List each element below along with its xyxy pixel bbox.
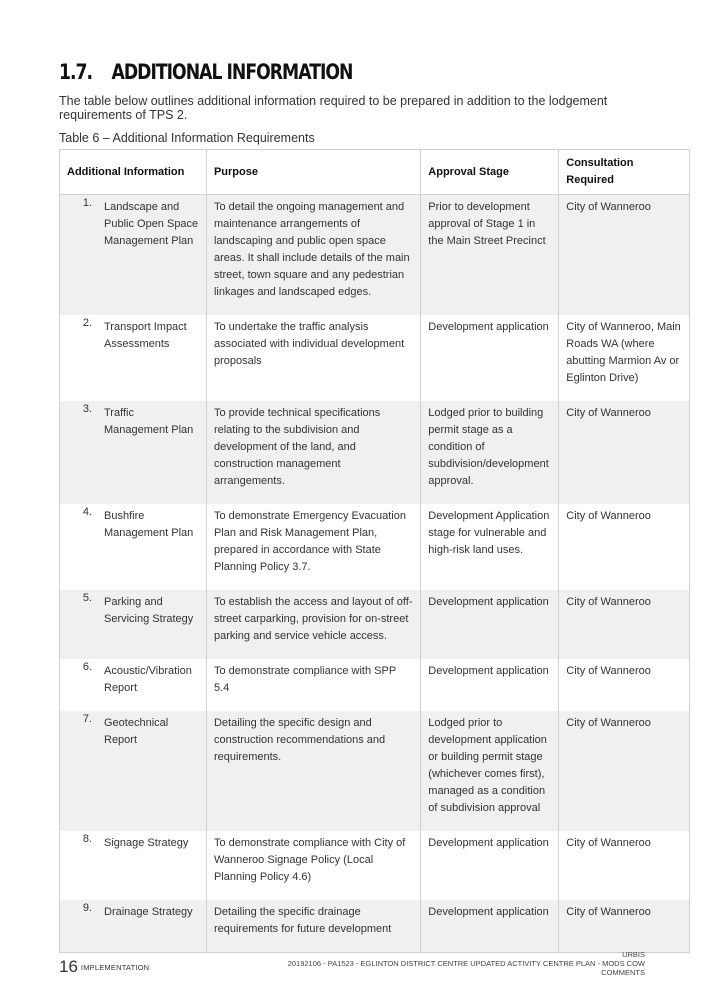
cell-consultation: City of Wanneroo xyxy=(559,711,690,831)
row-index: 4. xyxy=(82,506,92,518)
footer-page-info xyxy=(59,957,149,977)
table-row xyxy=(60,900,690,953)
cell-consultation: City of Wanneroo xyxy=(559,195,690,316)
row-item: Signage Strategy xyxy=(104,837,189,849)
cell-purpose: To demonstrate compliance with City of Wanneroo Signage Policy (Local Planning Policy 4.6) xyxy=(206,831,420,900)
header-purpose: Purpose xyxy=(206,150,420,195)
intro-paragraph: The table below outlines additional information required to be prepared in addition to the lodgement requirements of TPS 2. xyxy=(59,94,608,122)
row-item: Bushfire Management Plan xyxy=(104,510,194,539)
cell-approval-stage: Development application xyxy=(421,900,559,953)
footer-section-label: IMPLEMENTATION xyxy=(80,963,150,972)
table-row xyxy=(60,659,690,711)
cell-purpose: To provide technical specifications relating to the subdivision and development of the land, and construction management arrangements. xyxy=(206,401,420,504)
cell-additional-information xyxy=(60,315,207,401)
page-number: 16 xyxy=(59,957,78,976)
row-index: 2. xyxy=(82,317,92,329)
cell-purpose: To establish the access and layout of off-street carparking, provision for on-street parking and service vehicle access. xyxy=(206,590,420,659)
row-item: Landscape and Public Open Space Management Plan xyxy=(104,201,199,247)
row-index: 6. xyxy=(82,661,92,673)
cell-consultation: City of Wanneroo xyxy=(559,504,690,590)
footer-document-info xyxy=(265,950,645,977)
row-index: 8. xyxy=(82,833,92,845)
cell-approval-stage: Development application xyxy=(421,831,559,900)
table-caption: Table 6 – Additional Information Requirements xyxy=(59,131,315,145)
table-row xyxy=(60,315,690,401)
row-item: Transport Impact Assessments xyxy=(104,321,187,350)
additional-information-table xyxy=(59,149,690,953)
cell-approval-stage: Lodged prior to building permit stage as a condition of subdivision/development approval. xyxy=(421,401,559,504)
cell-approval-stage: Lodged prior to development application or building permit stage (whichever comes first), managed as a condition of subdivision approval xyxy=(421,711,559,831)
cell-additional-information xyxy=(60,195,207,316)
row-index: 3. xyxy=(82,403,92,415)
row-item: Parking and Servicing Strategy xyxy=(104,596,194,625)
cell-approval-stage: Development Application stage for vulnerable and high-risk land uses. xyxy=(421,504,559,590)
cell-additional-information xyxy=(60,590,207,659)
cell-purpose: Detailing the specific design and construction recommendations and requirements. xyxy=(206,711,420,831)
cell-consultation: City of Wanneroo xyxy=(559,831,690,900)
section-heading xyxy=(59,60,352,84)
footer-company: URBIS xyxy=(622,950,645,959)
table-row xyxy=(60,504,690,590)
row-item: Acoustic/Vibration Report xyxy=(104,665,192,694)
cell-consultation: City of Wanneroo xyxy=(559,659,690,711)
cell-consultation: City of Wanneroo, Main Roads WA (where abutting Marmion Av or Eglinton Drive) xyxy=(559,315,690,401)
cell-purpose: To detail the ongoing management and maintenance arrangements of landscaping and public open space areas. It shall include details of the main street, town square and any pedestrian linkages and landscaped edges. xyxy=(206,195,420,316)
cell-additional-information xyxy=(60,900,207,953)
cell-approval-stage: Prior to development approval of Stage 1 in the Main Street Precinct xyxy=(421,195,559,316)
table-row xyxy=(60,195,690,316)
cell-purpose: To demonstrate compliance with SPP 5.4 xyxy=(206,659,420,711)
cell-purpose: To demonstrate Emergency Evacuation Plan and Risk Management Plan, prepared in accordance with State Planning Policy 3.7. xyxy=(206,504,420,590)
cell-purpose: Detailing the specific drainage requirements for future development xyxy=(206,900,420,953)
cell-additional-information xyxy=(60,711,207,831)
footer-document-title: 20192106 - PA1523 - EGLINTON DISTRICT CENTRE UPDATED ACTIVITY CENTRE PLAN - MODS COW COMMENTS xyxy=(287,959,645,977)
row-index: 7. xyxy=(82,713,92,725)
section-title: ADDITIONAL INFORMATION xyxy=(111,60,353,84)
cell-consultation: City of Wanneroo xyxy=(559,590,690,659)
row-item: Geotechnical Report xyxy=(104,717,169,746)
cell-approval-stage: Development application xyxy=(421,590,559,659)
cell-purpose: To undertake the traffic analysis associated with individual development proposals xyxy=(206,315,420,401)
table-row xyxy=(60,590,690,659)
cell-approval-stage: Development application xyxy=(421,315,559,401)
row-index: 5. xyxy=(82,592,92,604)
header-consultation-required: Consultation Required xyxy=(559,150,690,195)
table-header-row xyxy=(60,150,690,195)
cell-consultation: City of Wanneroo xyxy=(559,900,690,953)
row-index: 9. xyxy=(82,902,92,914)
row-item: Drainage Strategy xyxy=(104,906,193,918)
header-approval-stage: Approval Stage xyxy=(421,150,559,195)
cell-additional-information xyxy=(60,401,207,504)
section-number: 1.7. xyxy=(59,60,93,84)
row-index: 1. xyxy=(82,197,92,209)
cell-consultation: City of Wanneroo xyxy=(559,401,690,504)
row-item: Traffic Management Plan xyxy=(104,407,194,436)
table-row xyxy=(60,711,690,831)
cell-additional-information xyxy=(60,659,207,711)
header-additional-information: Additional Information xyxy=(60,150,207,195)
table-row xyxy=(60,401,690,504)
cell-approval-stage: Development application xyxy=(421,659,559,711)
cell-additional-information xyxy=(60,504,207,590)
cell-additional-information xyxy=(60,831,207,900)
table-row xyxy=(60,831,690,900)
